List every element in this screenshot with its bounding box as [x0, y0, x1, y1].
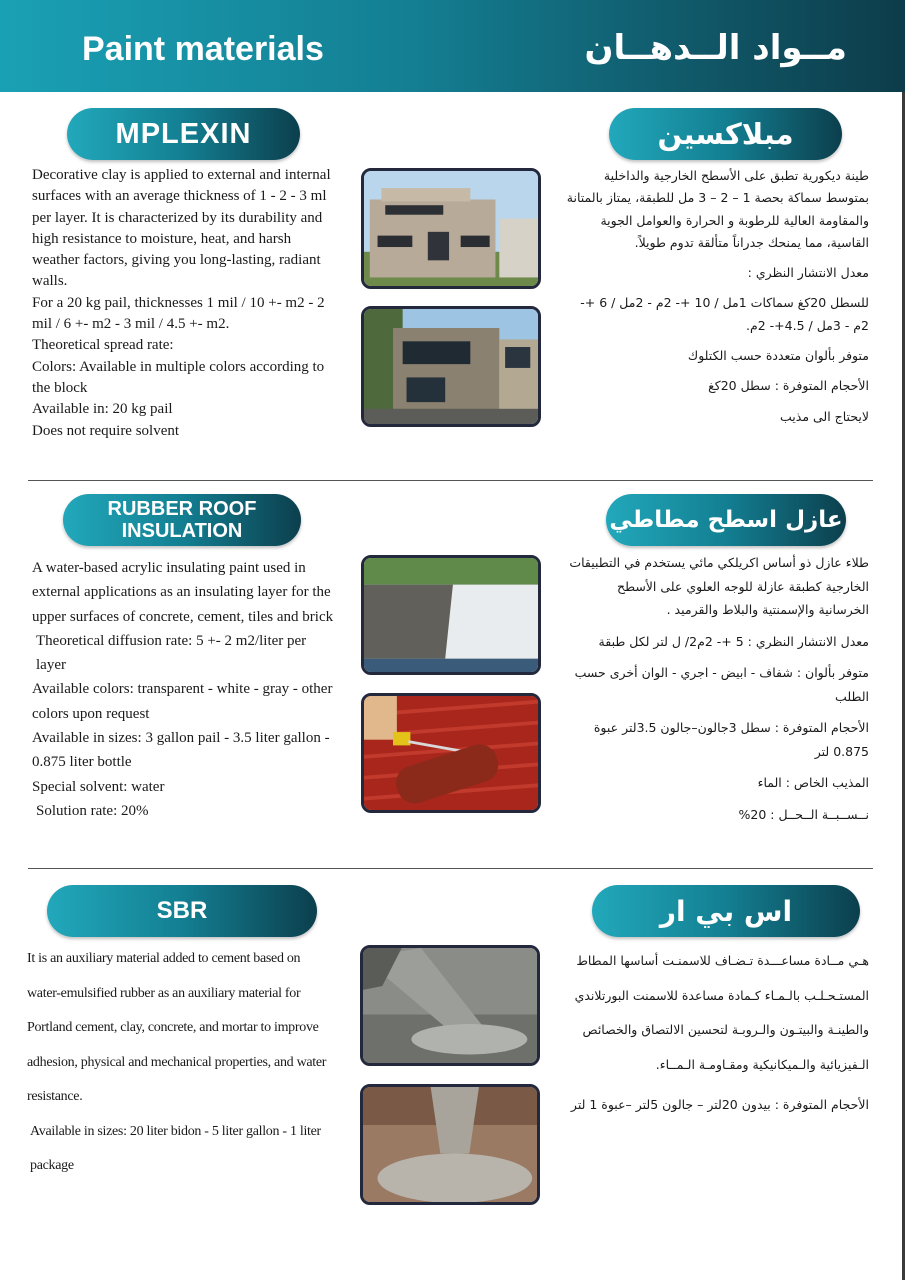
mplexin-title-ar: مبلاكسين [657, 117, 794, 151]
mplexin-en-line: Does not require solvent [32, 422, 180, 439]
rubber-roof-ar-line: متوفر بألوان : شفاف - ابيض - اجري - الوان أخرى حسب الطلب [574, 665, 869, 704]
rubber-roof-title-pill [63, 494, 301, 546]
rubber-roof-ar-line: الأحجام المتوفرة : سطل 3جالون–جالون 3.5لتر عبوة 0.875 لتر [593, 720, 869, 759]
mplexin-title-pill [67, 108, 300, 160]
mplexin-ar-line: معدل الانتشار النظري : [747, 265, 869, 281]
mplexin-en-line: Theoretical spread rate: [32, 337, 174, 354]
sbr-title-ar: اس بي ار [659, 894, 793, 928]
rubber-roof-en-line: Available in sizes: 3 gallon pail - 3.5 liter gallon - 0.875 liter bottle [32, 730, 330, 771]
sbr-photo-concrete-chute [360, 1084, 540, 1205]
rubber-roof-description-ar [566, 551, 869, 826]
rubber-roof-ar-line: طلاء عازل ذو أساس اكريلكي مائي يستخدم في التطبيقات الخارجية كطبقة عازلة للوجه العلوي على الأسطح الخرسانية والإسمنتية والبلاط والقرميد . [569, 555, 869, 617]
rubber-roof-en-line: Solution rate: 20% [36, 802, 149, 819]
mplexin-ar-line: متوفر بألوان متعددة حسب الكتلوك [687, 348, 869, 364]
rubber-roof-ar-line: معدل الانتشار النظري : 5 +- 2م2/ ل لتر لكل طبقة [598, 633, 869, 649]
sbr-en-line: It is an auxiliary material added to cement based on water-emulsified rubber as an auxiliary material for Portland cement, clay, concrete, and mortar to improve adhesion, physical and mechanical properties, and water resistance. [27, 951, 327, 1104]
rubber-roof-title-line-2: INSULATION [121, 520, 243, 542]
rubber-roof-ar-line: المذيب الخاص : الماء [757, 775, 869, 790]
rubber-roof-en-line: Special solvent: water [32, 778, 165, 795]
mplexin-en-line: Colors: Available in multiple colors according to the block [32, 358, 325, 396]
section-divider [28, 868, 873, 869]
rubber-roof-title-line-1: RUBBER ROOF [107, 498, 257, 520]
mplexin-ar-line: للسطل 20كغ سماكات 1مل / 10 +- 2م - 2مل / 6 +- 2م - 3مل / 4.5+- 2م. [580, 295, 869, 333]
mplexin-ar-line: طينة ديكورية تطبق على الأسطح الخارجية والداخلية بمتوسط سماكة بحصة 1 – 2 – 3 مل للطبقة، يمتاز بالمتانة والمقاومة العالية للرطوبة و الحرارة والعوامل الجوية القاسية، مما يمنحك جدراناً متألقة تدوم طويلاً. [566, 168, 869, 250]
rubber-roof-title-en [108, 498, 257, 542]
mplexin-en-line: Available in: 20 kg pail [32, 401, 173, 418]
sbr-en-line: Available in sizes: 20 liter bidon - 5 liter gallon - 1 liter package [30, 1123, 321, 1173]
mplexin-description-en [32, 165, 337, 442]
rubber-roof-title-ar: عازل اسطح مطاطي [609, 507, 843, 533]
sbr-title-pill-ar [592, 885, 860, 937]
section-divider [28, 480, 873, 481]
mplexin-ar-line: الأحجام المتوفرة : سطل 20كغ [708, 378, 869, 394]
rubber-roof-en-line: Available colors: transparent - white - gray - other colors upon request [32, 681, 333, 722]
rubber-roof-en-line: Theoretical diffusion rate: 5 +- 2 m2/liter per layer [36, 632, 307, 674]
rubber-roof-photo-roller [361, 693, 541, 813]
sbr-title-en: SBR [156, 897, 208, 924]
mplexin-photo-house-2 [361, 306, 541, 427]
rubber-roof-title-pill-ar [606, 494, 846, 546]
page-header [0, 0, 905, 92]
rubber-roof-ar-line: نــســبــة الــحــل : 20% [738, 806, 869, 822]
rubber-roof-description-en [32, 556, 337, 823]
rubber-roof-en-line: A water-based acrylic insulating paint used in external applications as an insulating layer for the upper surfaces of concrete, cement, tiles and brick [32, 560, 334, 625]
sbr-description-ar [566, 944, 869, 1123]
mplexin-title-en: MPLEXIN [115, 117, 252, 150]
header-title-en: Paint materials [82, 30, 324, 68]
sbr-ar-line: هـي مــادة مساعـــدة تـضـاف للاسمنـت أساسها المطاط المستـحـلـب بالـمـاء كـمادة مساعدة للاسمنت البورتلاندي والطينـة والبيتـون والـروبـة لتحسين الالتصاق والخصائص الـفيزيائية والـميكانيكية ومقـاومـة الـمــاء. [574, 953, 869, 1072]
mplexin-en-line: For a 20 kg pail, thicknesses 1 mil / 10 +- m2 - 2 mil / 6 +- m2 - 3 mil / 4.5 +- m2. [32, 294, 325, 333]
mplexin-description-ar [566, 165, 869, 428]
rubber-roof-photo-roof [361, 555, 541, 675]
mplexin-title-pill-ar [609, 108, 842, 160]
sbr-description-en [27, 942, 335, 1184]
sbr-photo-concrete-pour [360, 945, 540, 1066]
header-title-ar: مــواد الــدهــان [584, 28, 847, 68]
mplexin-photo-house-1 [361, 168, 541, 289]
sbr-title-pill [47, 885, 317, 937]
sbr-ar-line: الأحجام المتوفرة : بيدون 20لتر – جالون 5لتر –عبوة 1 لتر [570, 1097, 869, 1112]
mplexin-ar-line: لايحتاج الى مذيب [780, 408, 869, 424]
mplexin-en-line: Decorative clay is applied to external and internal surfaces with an average thickness of 1 - 2 - 3 ml per layer. It is characterized by its durability and high resistance to moisture, heat, and harsh weather factors, giving you long-lasting, radiant walls. [32, 167, 331, 290]
